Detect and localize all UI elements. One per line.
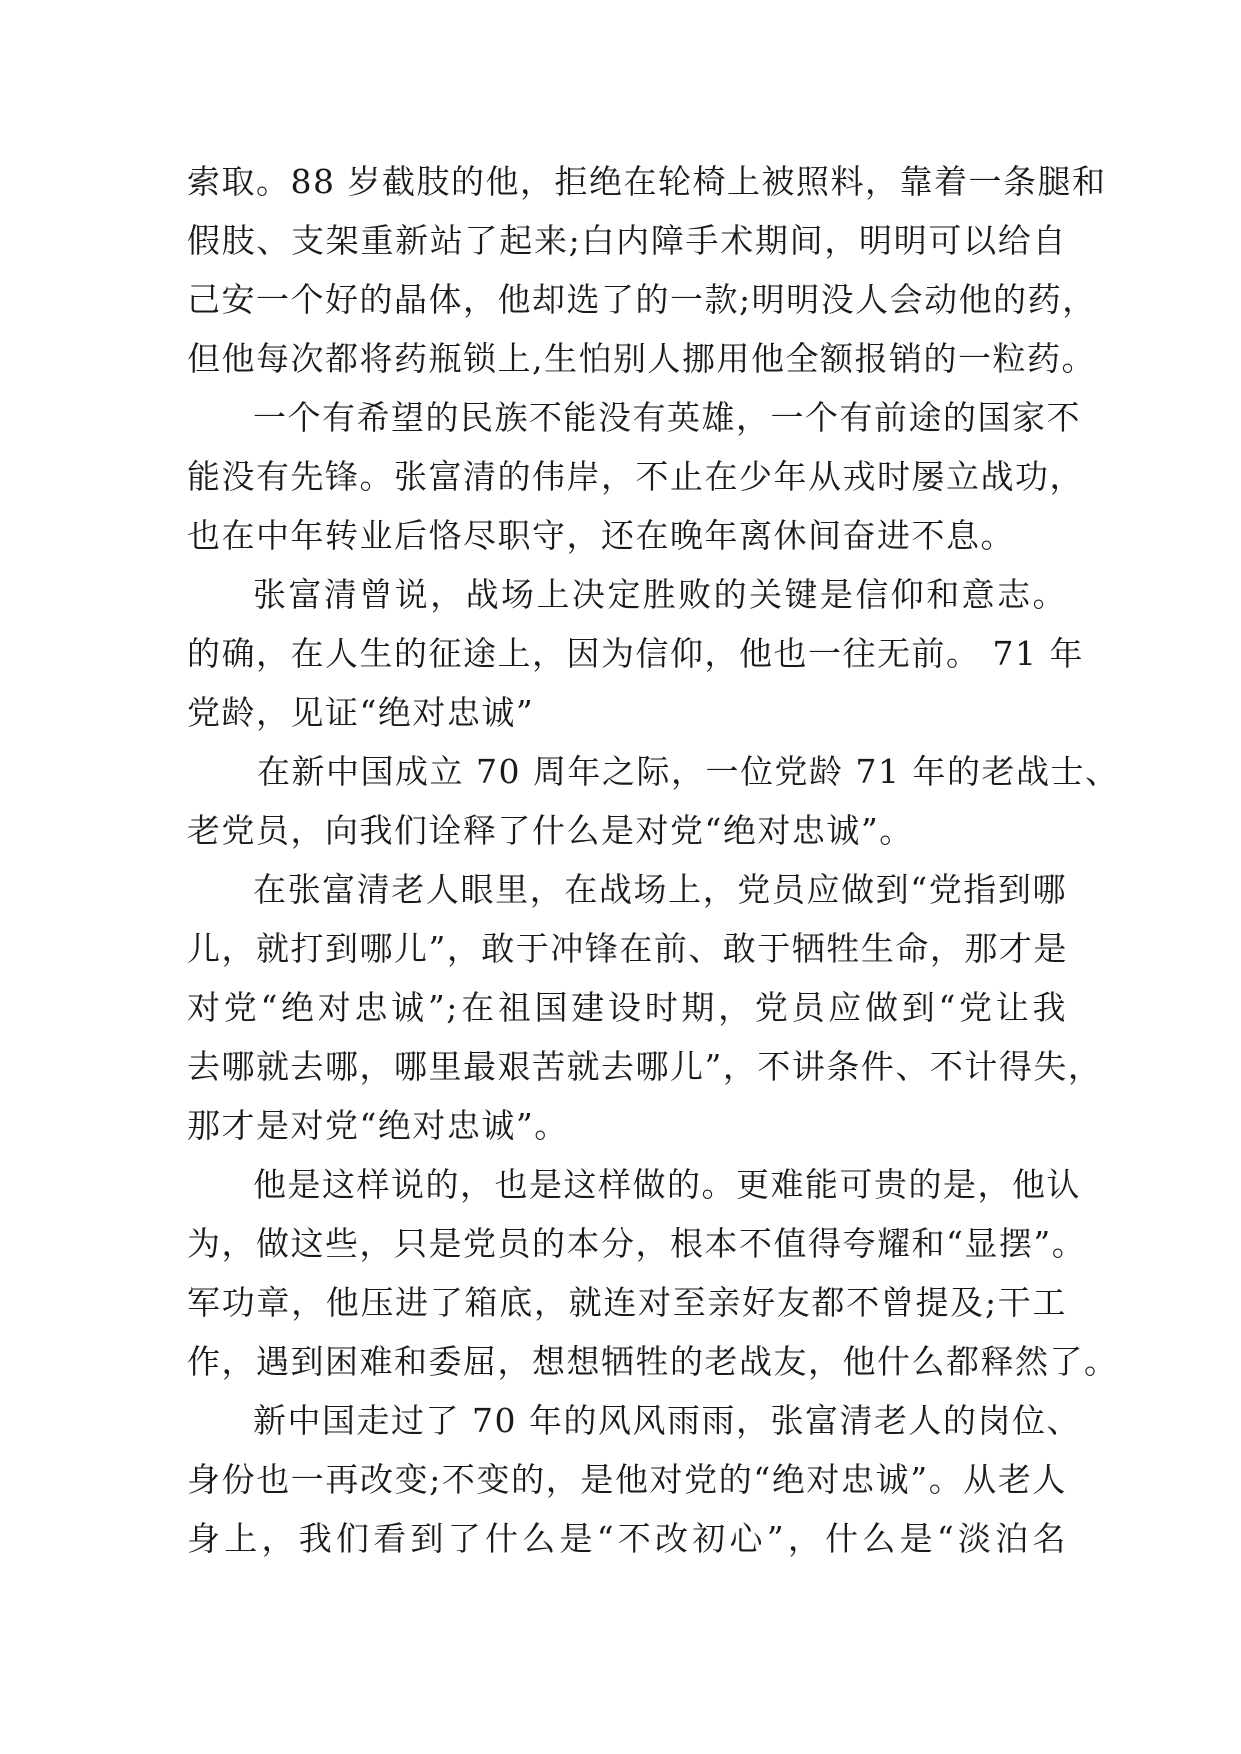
text-line: 去哪就去哪，哪里最艰苦就去哪儿”，不讲条件、不计得失，	[187, 1047, 1103, 1086]
paragraph-5	[187, 860, 1103, 1155]
text-line: 假肢、支架重新站了起来;白内障手术期间，明明可以给自	[187, 221, 1067, 260]
text-line: 索取。88 岁截肢的他，拒绝在轮椅上被照料，靠着一条腿和	[187, 162, 1107, 201]
text-line: 张富清曾说，战场上决定胜败的关键是信仰和意志。	[253, 575, 1067, 614]
text-line: 他是这样说的，也是这样做的。更难能可贵的是，他认	[253, 1165, 1081, 1204]
text-line: 身上，我们看到了什么是“不改初心”，什么是“淡泊名	[187, 1519, 1067, 1558]
paragraph-4	[187, 742, 1120, 860]
text-line: 一个有希望的民族不能没有英雄，一个有前途的国家不	[253, 398, 1081, 437]
text-line: 但他每次都将药瓶锁上,生怕别人挪用他全额报销的一粒药。	[187, 339, 1096, 378]
text-line: 在张富清老人眼里，在战场上，党员应做到“党指到哪	[253, 870, 1067, 909]
document-body	[187, 152, 1120, 1568]
text-line: 儿，就打到哪儿”，敢于冲锋在前、敢于牺牲生命，那才是	[187, 929, 1068, 968]
paragraph-7	[187, 1391, 1081, 1568]
text-line: 那才是对党“绝对忠诚”。	[187, 1106, 569, 1145]
text-line: 党龄，见证“绝对忠诚”	[187, 693, 535, 732]
text-line: 为，做这些，只是党员的本分，根本不值得夸耀和“显摆”。	[187, 1224, 1087, 1263]
paragraph-3	[187, 565, 1084, 742]
text-line: 也在中年转业后恪尽职守，还在晚年离休间奋进不息。	[187, 516, 1015, 555]
text-line: 的确，在人生的征途上，因为信仰，他也一往无前。 71 年	[187, 634, 1084, 673]
text-line: 老党员，向我们诠释了什么是对党“绝对忠诚”。	[187, 811, 914, 850]
text-line: 身份也一再改变;不变的，是他对党的“绝对忠诚”。从老人	[187, 1460, 1067, 1499]
text-line: 能没有先锋。张富清的伟岸，不止在少年从戎时屡立战功，	[187, 457, 1084, 496]
paragraph-1	[187, 152, 1107, 388]
paragraph-6	[187, 1155, 1119, 1391]
text-line: 作，遇到困难和委屈，想想牺牲的老战友，他什么都释然了。	[187, 1342, 1119, 1381]
text-line: 新中国走过了 70 年的风风雨雨，张富清老人的岗位、	[253, 1401, 1081, 1440]
text-line: 在新中国成立 70 周年之际，一位党龄 71 年的老战士、	[257, 752, 1120, 791]
text-line: 对党“绝对忠诚”;在祖国建设时期，党员应做到“党让我	[187, 988, 1067, 1027]
text-line: 军功章，他压进了箱底，就连对至亲好友都不曾提及;干工	[187, 1283, 1067, 1322]
text-line: 己安一个好的晶体，他却选了的一款;明明没人会动他的药，	[187, 280, 1097, 319]
paragraph-2	[187, 388, 1084, 565]
